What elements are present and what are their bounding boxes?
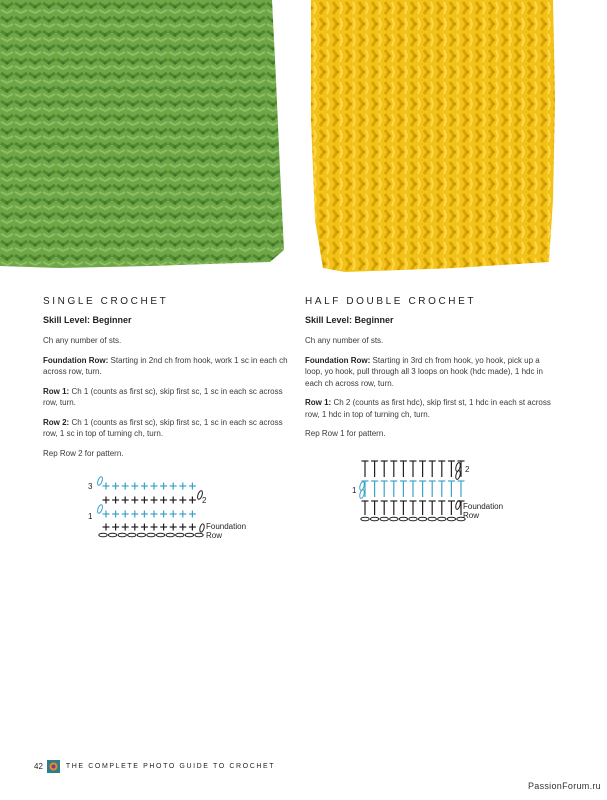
half-double-crochet-title: HALF DOUBLE CROCHET (305, 296, 477, 307)
single-crochet-section (43, 296, 288, 467)
foundation-chain-loop (418, 517, 426, 521)
half-double-crochet-intro: Ch any number of sts. (305, 336, 384, 345)
row-1-number: 1 (88, 512, 93, 521)
half-double-crochet-skill-level: Skill Level: Beginner (305, 315, 394, 325)
row-3-number: 3 (88, 482, 93, 491)
single-crochet-repeat: Rep Row 2 for pattern. (43, 448, 124, 458)
foundation-chain-loop (176, 533, 184, 537)
foundation-chain-loop (156, 533, 164, 537)
foundation-chain-loop (447, 517, 455, 521)
watermark: PassionForum.ru (527, 781, 601, 791)
foundation-chain-loop (185, 533, 193, 537)
foundation-chain-loop (137, 533, 145, 537)
half-double-crochet-row-1: Row 1: Ch 2 (counts as first hdc), skip first st, 1 hdc in each st across row, 1 hdc in top of turning ch, turn. (305, 398, 551, 419)
single-crochet-intro: Ch any number of sts. (43, 336, 122, 345)
single-crochet-skill-level: Skill Level: Beginner (43, 315, 132, 325)
foundation-row-label-line1: Foundation (206, 522, 247, 531)
foundation-chain-loop (380, 517, 388, 521)
turning-chain (199, 523, 205, 532)
foundation-row-label-line2: Row (206, 531, 223, 540)
single-crochet-foundation-row: Foundation Row: Starting in 2nd ch from hook, work 1 sc in each ch across row, turn. (43, 355, 288, 376)
single-crochet-stitch-diagram (86, 476, 256, 546)
foundation-chain-loop (390, 517, 398, 521)
single-crochet-title: SINGLE CROCHET (43, 296, 169, 307)
half-double-crochet-stitch-diagram (350, 459, 520, 524)
foundation-chain-loop (128, 533, 136, 537)
page-number: 42 (34, 761, 43, 771)
half-double-crochet-foundation-row: Foundation Row: Starting in 3rd ch from hook, yo hook, pick up a loop, yo hook, pull through all 3 loops on hook (hdc made), 1 hdc in each ch across row, turn. (305, 355, 543, 388)
turning-chain (97, 504, 104, 514)
foundation-chain-loop (147, 533, 155, 537)
foundation-chain-loop (118, 533, 126, 537)
half-double-crochet-repeat: Rep Row 1 for pattern. (305, 429, 386, 438)
page-footer (34, 759, 275, 773)
single-crochet-row-1: Row 1: Ch 1 (counts as first sc), skip first sc, 1 sc in each sc across row, turn. (43, 386, 283, 407)
row-1-number: 1 (352, 486, 357, 495)
row-2-number: 2 (202, 496, 207, 505)
foundation-chain-loop (438, 517, 446, 521)
foundation-chain-loop (108, 533, 116, 537)
foundation-chain-loop (195, 533, 203, 537)
half-double-crochet-section (305, 296, 555, 448)
single-crochet-stitch-rows (97, 476, 205, 537)
half-double-crochet-swatch-photo (305, 0, 555, 272)
foundation-chain-loop (399, 517, 407, 521)
row-2-number: 2 (465, 465, 470, 474)
book-emblem-icon (47, 760, 60, 773)
foundation-chain-loop (428, 517, 436, 521)
foundation-chain-loop (370, 517, 378, 521)
foundation-chain-loop (99, 533, 107, 537)
book-title: THE COMPLETE PHOTO GUIDE TO CROCHET (65, 762, 276, 770)
half-double-crochet-stitch-rows (359, 461, 465, 521)
foundation-chain-loop (409, 517, 417, 521)
turning-chain (97, 476, 104, 486)
foundation-row-label-line2: Row (463, 511, 480, 520)
single-crochet-swatch-photo (0, 0, 286, 268)
foundation-chain-loop (166, 533, 174, 537)
foundation-chain-loop (361, 517, 369, 521)
foundation-row-label-line1: Foundation (463, 502, 504, 511)
single-crochet-row-2: Row 2: Ch 1 (counts as first sc), skip first sc, 1 sc in each sc across row, 1 sc in top of turning ch, turn. (43, 417, 283, 438)
